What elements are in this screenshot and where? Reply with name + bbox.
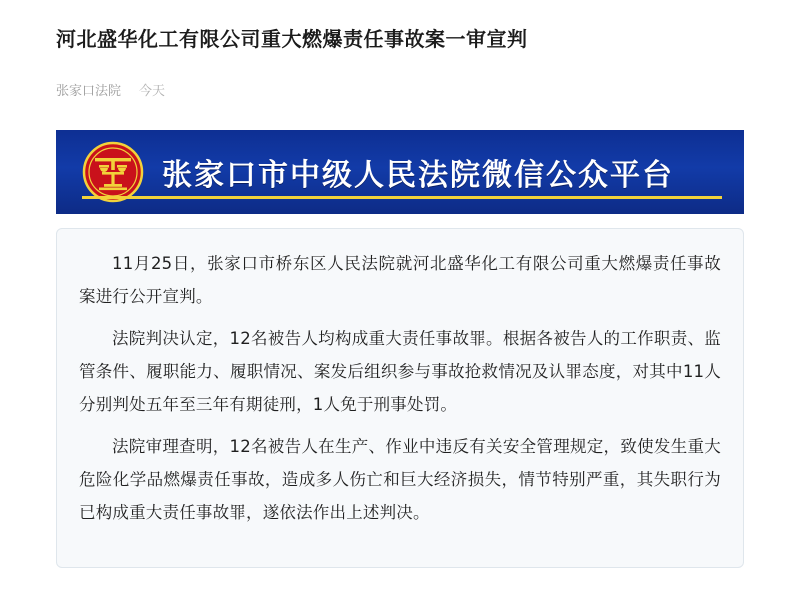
article-body <box>56 228 744 568</box>
court-emblem-icon <box>82 141 144 203</box>
paragraph: 法院判决认定，12名被告人均构成重大责任事故罪。根据各被告人的工作职责、监管条件、履职能力、履职情况、案发后组织参与事故抢救情况及认罪态度，对其中11人分别判处五年至三年有期徒刑，1人免于刑事处罚。 <box>79 329 721 414</box>
publish-date: 今天 <box>139 83 166 98</box>
banner-underline <box>82 196 722 199</box>
page-title: 河北盛华化工有限公司重大燃爆责任事故案一审宣判 <box>56 29 528 51</box>
article-meta <box>56 80 165 99</box>
banner-inner <box>56 130 744 214</box>
public-platform-banner <box>56 130 744 214</box>
paragraph: 法院审理查明，12名被告人在生产、作业中违反有关安全管理规定，致使发生重大危险化学品燃爆责任事故，造成多人伤亡和巨大经济损失，情节特别严重，其失职行为已构成重大责任事故罪，遂依法作出上述判决。 <box>79 437 721 522</box>
paragraph: 11月25日，张家口市桥东区人民法院就河北盛华化工有限公司重大燃爆责任事故案进行公开宣判。 <box>79 254 721 306</box>
account-name[interactable]: 张家口法院 <box>56 83 122 98</box>
banner-title: 张家口市中级人民法院微信公众平台 <box>162 158 674 193</box>
